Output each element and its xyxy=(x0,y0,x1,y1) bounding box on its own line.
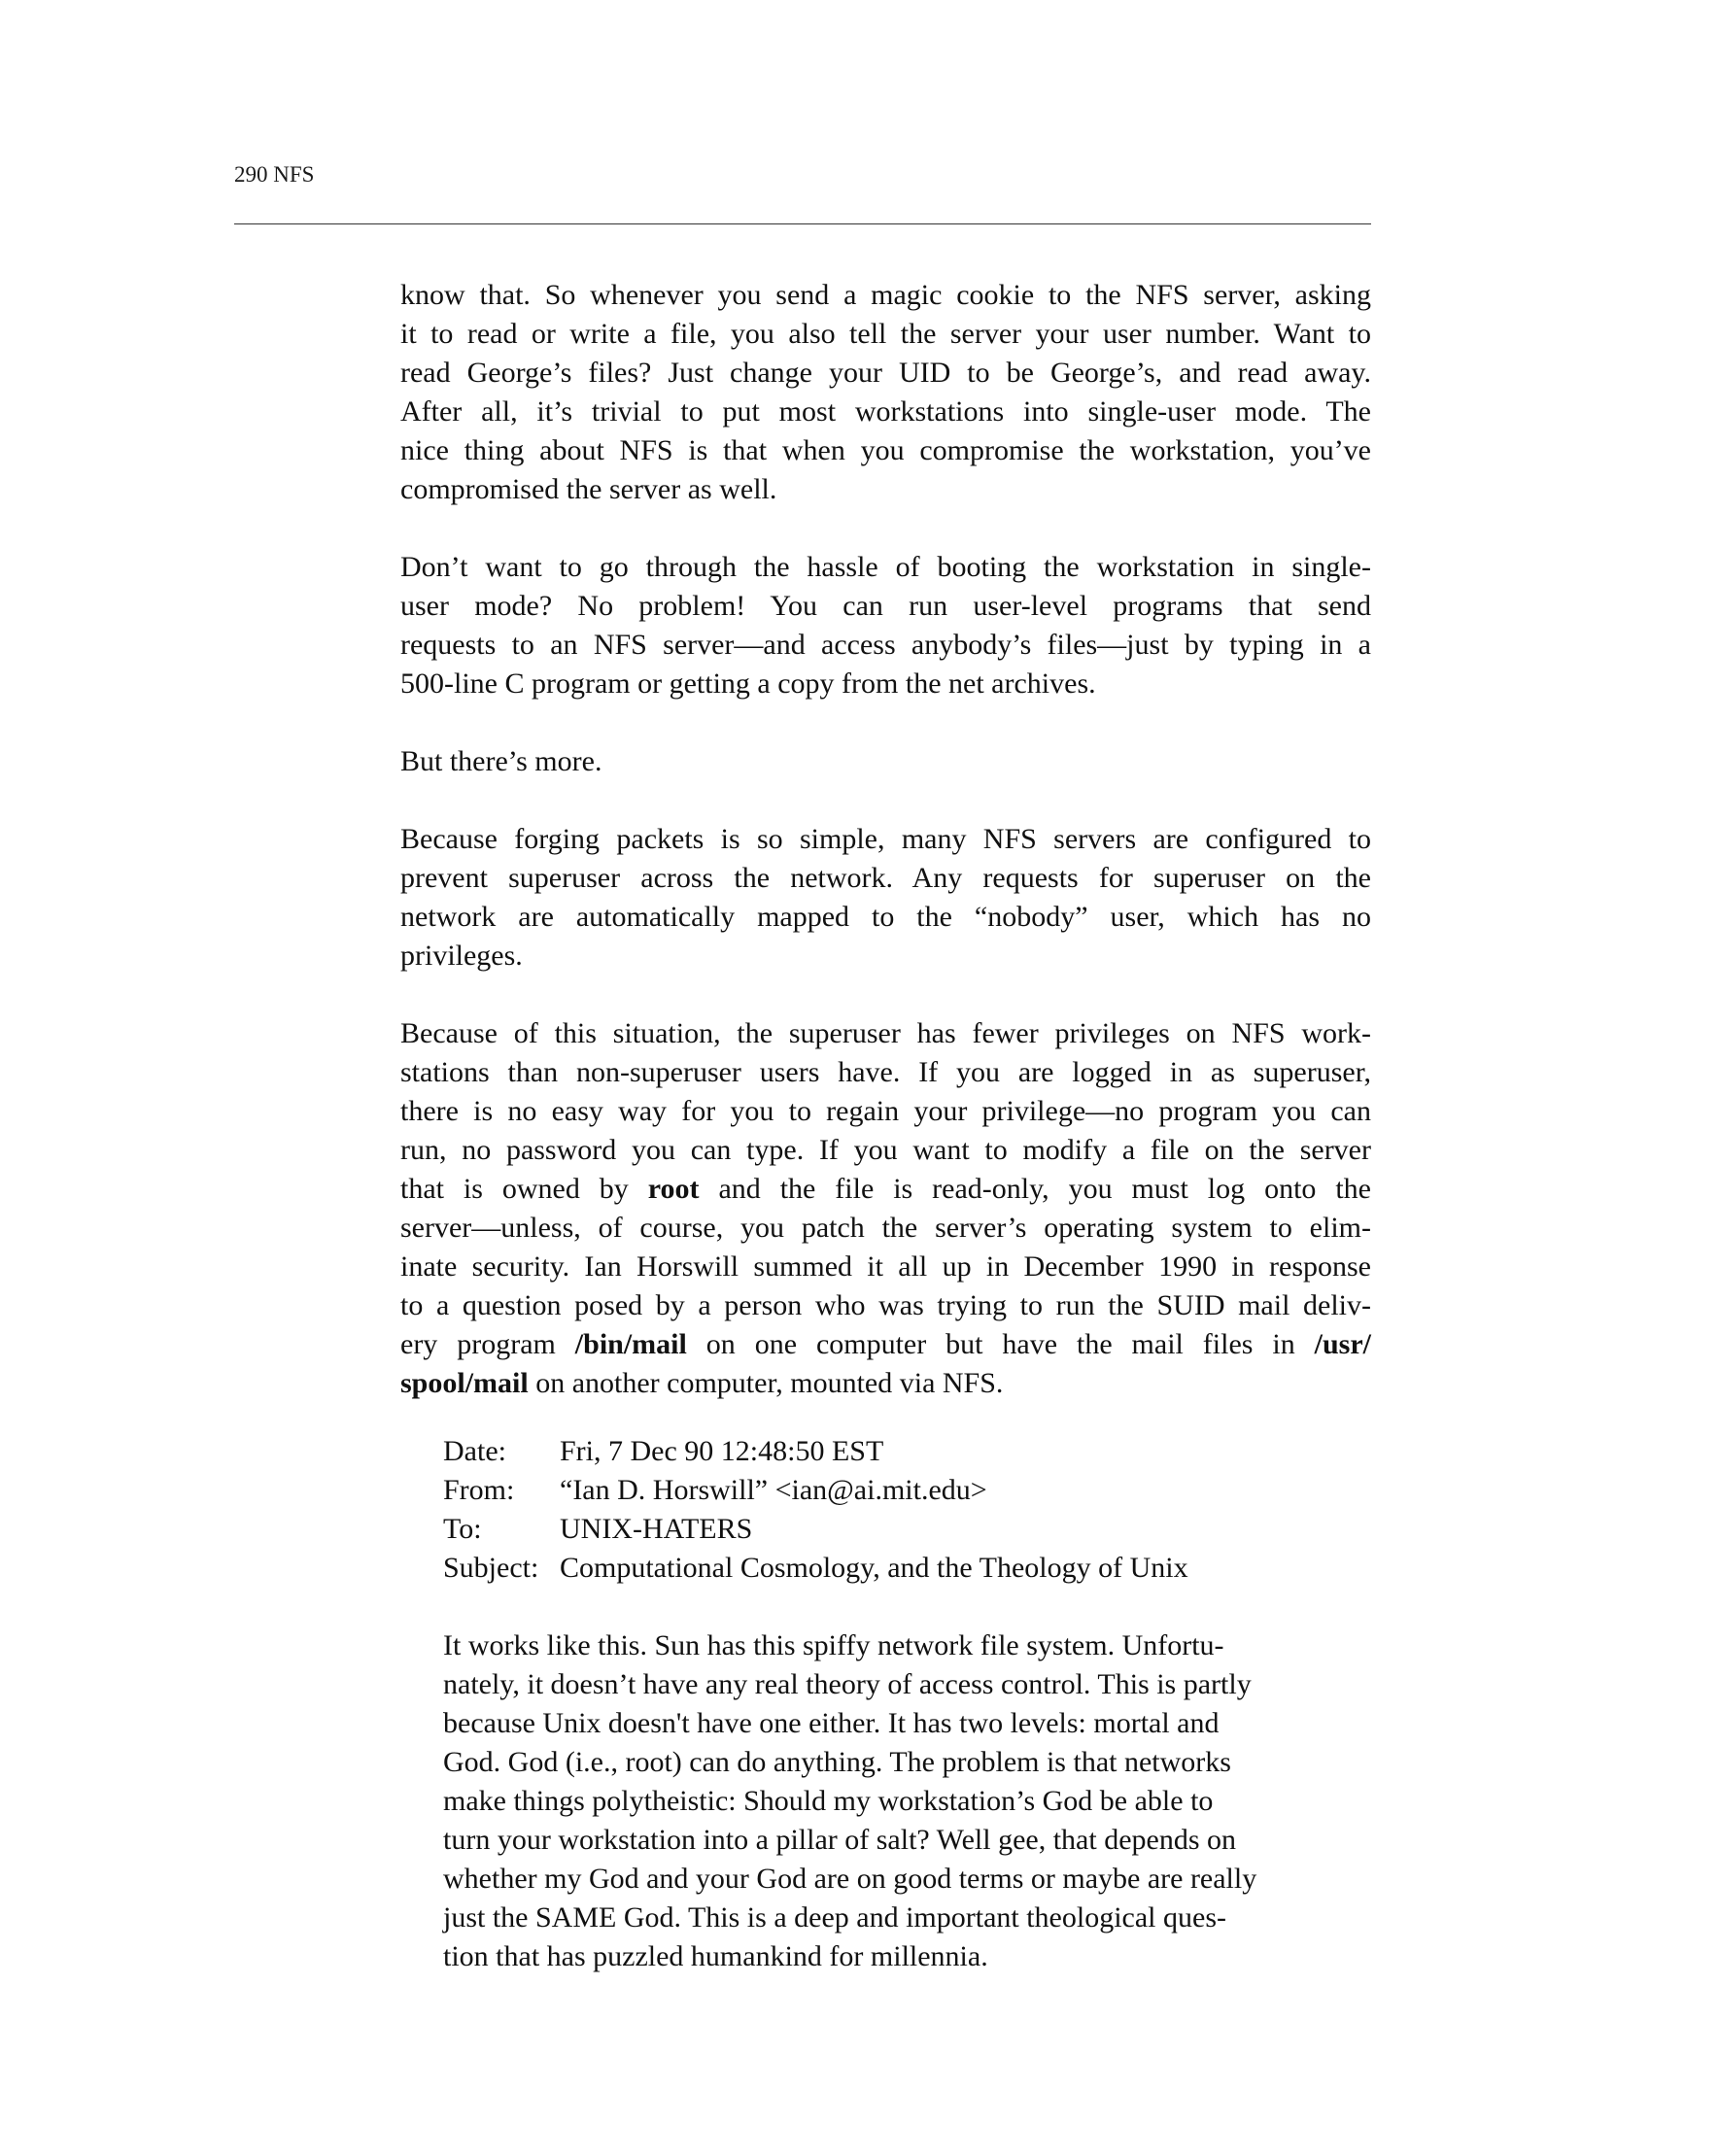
bold-path-spool-mail: spool/mail xyxy=(400,1367,529,1399)
text-line: it to read or write a file, you also tell the server your user number. Want to xyxy=(400,318,1371,350)
text-line: nice thing about NFS is that when you compromise the workstation, you’ve xyxy=(400,434,1371,466)
text-line: prevent superuser across the network. Any requests for superuser on the xyxy=(400,862,1371,894)
text-line: Because of this situation, the superuser has fewer privileges on NFS work- xyxy=(400,1017,1371,1049)
header-value: UNIX-HATERS xyxy=(560,1513,753,1545)
bold-path-bin-mail: /bin/mail xyxy=(574,1328,687,1360)
email-line: whether my God and your God are on good terms or maybe are really xyxy=(443,1863,1257,1895)
header-label: Subject: xyxy=(443,1552,539,1584)
quoted-email xyxy=(443,1432,1337,1976)
email-body xyxy=(443,1626,1337,1976)
email-line: It works like this. Sun has this spiffy network file system. Unfortu- xyxy=(443,1629,1224,1661)
header-value: Computational Cosmology, and the Theology of Unix xyxy=(560,1552,1188,1584)
bold-term-root: root xyxy=(647,1173,700,1205)
paragraph xyxy=(400,548,1371,703)
text-line: user mode? No problem! You can run user-level programs that send xyxy=(400,590,1371,622)
email-line: God. God (i.e., root) can do anything. The problem is that networks xyxy=(443,1746,1231,1778)
email-header-date xyxy=(443,1432,1337,1471)
header-label: To: xyxy=(443,1513,482,1545)
text-line: server—unless, of course, you patch the server’s operating system to elim- xyxy=(400,1212,1371,1244)
text-line: Don’t want to go through the hassle of booting the workstation in single- xyxy=(400,551,1371,583)
text-line: to a question posed by a person who was trying to run the SUID mail deliv- xyxy=(400,1289,1371,1321)
header-value: “Ian D. Horswill” <ian@ai.mit.edu> xyxy=(560,1474,987,1506)
paragraph xyxy=(400,1014,1371,1403)
text-line: spool/mail on another computer, mounted via NFS. xyxy=(400,1367,1004,1399)
email-line: tion that has puzzled humankind for millennia. xyxy=(443,1940,988,1972)
text-line: know that. So whenever you send a magic cookie to the NFS server, asking xyxy=(400,279,1371,311)
text-line: Because forging packets is so simple, many NFS servers are configured to xyxy=(400,823,1371,855)
bold-path-usr: /usr/ xyxy=(1314,1328,1372,1360)
email-line: because Unix doesn't have one either. It has two levels: mortal and xyxy=(443,1707,1220,1739)
text-line: compromised the server as well. xyxy=(400,473,777,505)
email-line: just the SAME God. This is a deep and important theological ques- xyxy=(443,1901,1226,1934)
email-line: turn your workstation into a pillar of salt? Well gee, that depends on xyxy=(443,1824,1237,1856)
text-line: run, no password you can type. If you want to modify a file on the server xyxy=(400,1134,1371,1166)
email-header-subject xyxy=(443,1549,1337,1588)
email-header-from xyxy=(443,1471,1337,1510)
paragraph xyxy=(400,742,1371,781)
body-text xyxy=(400,276,1371,1442)
text-line: ery program /bin/mail on one computer but have the mail files in /usr/ xyxy=(400,1328,1372,1360)
text-line: requests to an NFS server—and access anybody’s files—just by typing in a xyxy=(400,629,1371,661)
email-line: make things polytheistic: Should my workstation’s God be able to xyxy=(443,1785,1214,1817)
email-line: nately, it doesn’t have any real theory of access control. This is partly xyxy=(443,1668,1252,1700)
header-label: From: xyxy=(443,1474,515,1506)
header-rule xyxy=(234,223,1371,224)
header-value: Fri, 7 Dec 90 12:48:50 EST xyxy=(560,1435,884,1467)
text-line: But there’s more. xyxy=(400,745,602,777)
header-label: Date: xyxy=(443,1435,506,1467)
text-line: network are automatically mapped to the “nobody” user, which has no xyxy=(400,901,1371,933)
text-line: there is no easy way for you to regain your privilege—no program you can xyxy=(400,1095,1371,1127)
text-line: 500-line C program or getting a copy from the net archives. xyxy=(400,667,1096,700)
email-header-to xyxy=(443,1510,1337,1549)
text-line: After all, it’s trivial to put most workstations into single-user mode. The xyxy=(400,395,1371,428)
text-line: stations than non-superuser users have. If you are logged in as superuser, xyxy=(400,1056,1371,1088)
text-line: privileges. xyxy=(400,940,523,972)
text-line: that is owned by root and the file is read-only, you must log onto the xyxy=(400,1173,1371,1205)
paragraph xyxy=(400,820,1371,975)
text-line: read George’s files? Just change your UID to be George’s, and read away. xyxy=(400,357,1371,389)
paragraph xyxy=(400,276,1371,509)
running-head: 290 NFS xyxy=(234,162,315,187)
text-line: inate security. Ian Horswill summed it all up in December 1990 in response xyxy=(400,1250,1371,1283)
